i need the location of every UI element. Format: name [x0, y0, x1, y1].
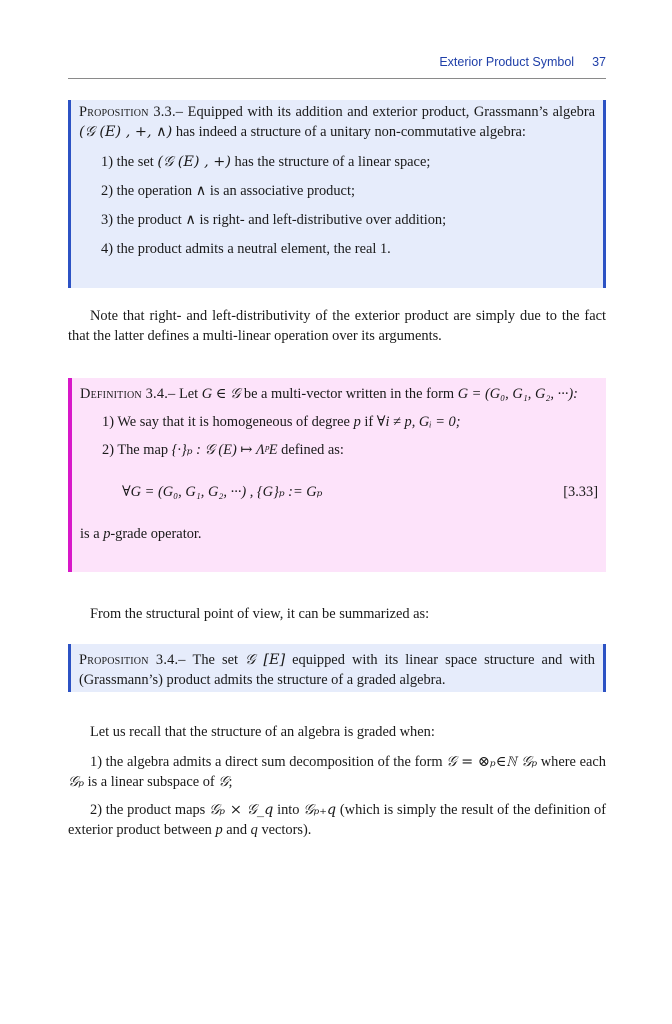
proposition-3-4-box [68, 644, 606, 692]
proposition-3-3-item-2: 2) the operation ∧ is an associative product; [101, 183, 355, 199]
proposition-3-3-intro: Proposition 3.3.– Equipped with its addition and exterior product, Grassmann’s algebra (𝒢 (E) , +, ∧) has indeed a structure of a unitary non-commutative algebra: [79, 104, 596, 140]
proposition-3-4-label: Proposition 3.4.– [79, 652, 186, 668]
page-number: 37 [592, 55, 606, 69]
definition-3-4-intro: Definition 3.4.– Let G ∈ 𝒢 be a multi-vector written in the form G = (G₀, G₁, G₂, ···): [80, 386, 578, 402]
equation-number: [3.33] [563, 484, 598, 500]
proposition-3-4-text: Proposition 3.4.– The set 𝒢 [E] equipped with its linear space structure and with (Grassmann’s) product admits the structure of a graded algebra. [79, 652, 595, 688]
definition-3-4-closing: is a p-grade operator. [80, 526, 202, 542]
definition-3-4-item-2: 2) The map {·}ₚ : 𝒢 (E) ↦ ΛᵖE defined as: [102, 442, 344, 458]
definition-3-4-item-1: 1) We say that it is homogeneous of degree p if ∀i ≠ p, Gᵢ = 0; [102, 414, 461, 430]
running-header [68, 55, 606, 69]
equation-body: ∀G = (G₀, G₁, G₂, ···) , {G}ₚ := Gₚ [122, 484, 323, 500]
proposition-3-3-label: Proposition 3.3.– [79, 104, 184, 120]
definition-3-4-label: Definition 3.4.– [80, 386, 176, 402]
paragraph-distributivity: Note that right- and left-distributivity of the exterior product are simply due to the fact that the latter defines a multi-linear operation over its arguments. [68, 308, 606, 344]
equation-3-33 [80, 482, 598, 502]
proposition-3-3-box [68, 100, 606, 288]
paragraph-graded-recall: Let us recall that the structure of an algebra is graded when: [90, 724, 435, 740]
proposition-3-3-item-3: 3) the product ∧ is right- and left-distributive over addition; [101, 212, 447, 228]
graded-condition-1: 1) the algebra admits a direct sum decomposition of the form 𝒢 = ⊗ₚ∈ℕ 𝒢ₚ where each 𝒢ₚ is a linear subspace of 𝒢; [68, 754, 606, 790]
paragraph-structural: From the structural point of view, it can be summarized as: [90, 606, 430, 622]
proposition-3-3-item-4: 4) the product admits a neutral element, the real 1. [101, 241, 391, 257]
graded-condition-2: 2) the product maps 𝒢ₚ × 𝒢_q into 𝒢ₚ₊q (which is simply the result of the definition of exterior product between p and q vectors). [68, 802, 606, 838]
header-rule [68, 78, 606, 79]
definition-3-4-box [68, 378, 606, 572]
proposition-3-3-item-1: 1) the set (𝒢 (E) , +) has the structure of a linear space; [101, 154, 431, 170]
running-title: Exterior Product Symbol [439, 55, 575, 69]
